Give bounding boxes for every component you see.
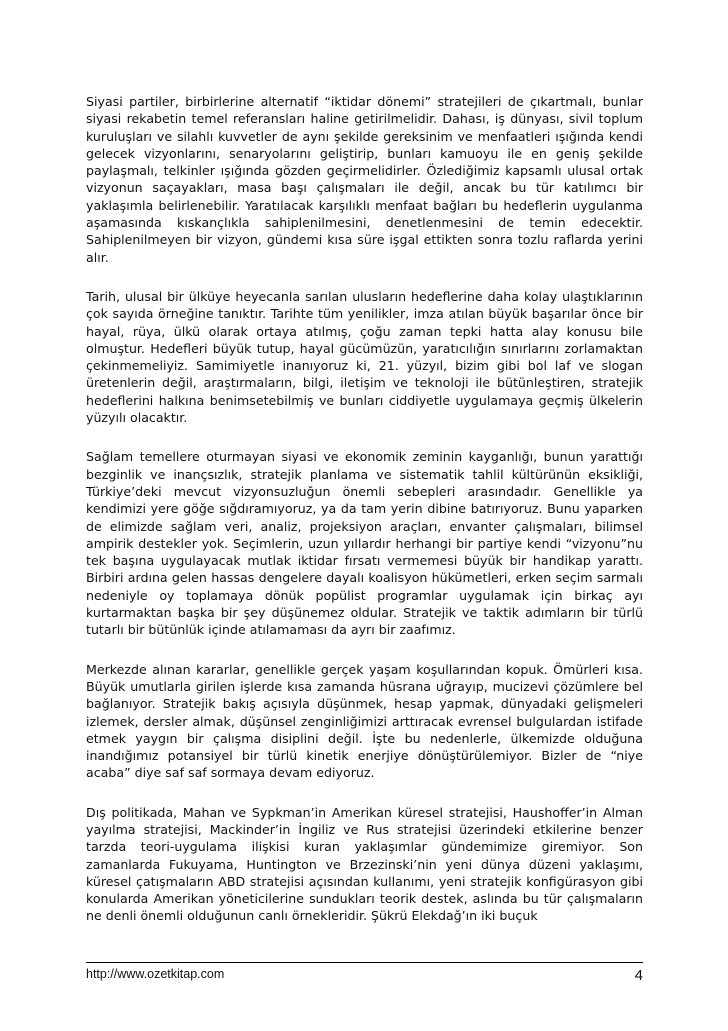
- page-number: 4: [634, 967, 643, 984]
- document-body: [86, 93, 643, 947]
- paragraph: Siyasi partiler, birbirlerine alternatif “iktidar dönemi” stratejileri de çıkartmalı, bunlar siyasi rekabetin temel referansları haline getirilmelidir. Dahası, iş dünyası, sivil toplum kuruluşları ve silahlı kuvvetler de aynı şekilde gereksinim ve menfaatleri ışığında kendi gelecek vizyonlarını, senaryolarını geliştirip, bunları kamuoyu ile en geniş şekilde paylaşmalı, telkinler ışığında gözden geçirmelidirler. Özlediğimiz kapsamlı ulusal ortak vizyonun saçayakları, masa başı çalışmaları ile değil, ancak bu tür katılımcı bir yaklaşımla belirlenebilir. Yaratılacak karşılıklı menfaat bağları bu hedeflerin uygulanma aşamasında kıskançlıkla sahiplenilmesini, denetlenmesini de temin edecektir. Sahiplenilmeyen bir vizyon, gündemi kısa süre işgal ettikten sonra tozlu raflarda yerini alır.: [86, 94, 643, 265]
- paragraph: Dış politikada, Mahan ve Sypkman’in Amerikan küresel stratejisi, Haushoffer’in Alman yayılma stratejisi, Mackinder’in İngiliz ve Rus stratejisi üzerindeki etkilerine benzer tarzda teori-uygulama ilişkisi kuran yaklaşımlar gündemimize giremiyor. Son zamanlarda Fukuyama, Huntington ve Brzezinski’nin yeni dünya düzeni yaklaşımı, küresel çatışmaların ABD stratejisi açısından kullanımı, yeni stratejik konfigürasyon gibi konularda Amerikan yöneticilerine sundukları teorik destek, aslında bu tür çalışmaların ne denli önemli olduğunun canlı örnekleridir. Şükrü Elekdağ’ın iki buçuk: [86, 804, 643, 924]
- paragraph: Merkezde alınan kararlar, genellikle gerçek yaşam koşullarından kopuk. Ömürleri kısa. Büyük umutlarla girilen işlerde kısa zamanda hüsrana uğrayıp, mucizevi çözümlere bel bağlanıyor. Stratejik bakış açısıyla düşünmek, hesap yapmak, dünyadaki gelişmeleri izlemek, dersler almak, düşünsel zenginliğimizi arttıracak evrensel bulgulardan istifade etmek yaygın bir çalışma disiplini değil. İşte bu nedenlerle, ülkemizde olduğuna inandığımız potansiyel bir türlü kinetik enerjiye dönüştürülemiyor. Bizler de “niye acaba” diye saf saf sormaya devam ediyoruz.: [86, 661, 643, 781]
- paragraph: Tarih, ulusal bir ülküye heyecanla sarılan ulusların hedeflerine daha kolay ulaştıklarının çok sayıda örneğine tanıktır. Tarihte tüm yenilikler, imza atılan büyük başarılar önce bir hayal, rüya, ülkü olarak ortaya atılmış, çoğu zaman tepki hatta alay konusu bile olmuştur. Hedefleri büyük tutup, hayal gücümüzün, yaratıcılığın sınırlarını zorlamaktan çekinmemeliyiz. Samimiyetle inanıyoruz ki, 21. yüzyıl, bizim gibi bol laf ve slogan üretenlerin değil, araştırmaların, bilgi, iletişim ve teknoloji ile bütünleştiren, stratejik hedeflerini halkına benimsetebilmiş ve bunları ciddiyetle uygulamaya geçmiş ülkelerin yüzyılı olacaktır.: [86, 288, 643, 426]
- paragraph: Sağlam temellere oturmayan siyasi ve ekonomik zeminin kayganlığı, bunun yarattığı bezginlik ve inançsızlık, stratejik planlama ve sistematik tahlil kültürünün eksikliği, Türkiye’deki mevcut vizyonsuzluğun önemli sebepleri arasındadır. Genellikle ya kendimizi yere göğe sığdıramıyoruz, ya da tam yerin dibine batırıyoruz. Bunu yaparken de elimizde sağlam veri, analiz, projeksiyon araçları, envanter çalışmaları, bilimsel ampirik destekler yok. Seçimlerin, uzun yıllardır herhangi bir partiye kendi “vizyonu”nu tek başına uygulayacak mutlak iktidar fırsatı vermemesi büyük bir handikap yarattı. Birbiri ardına gelen hassas dengelere dayalı koalisyon hükümetleri, erken seçim sarmalı nedeniyle oy toplamaya dönük popülist programlar uygulamak için birkaç ayı kurtarmaktan başka bir şey düşünemez oldular. Stratejik ve taktik adımların bir türlü tutarlı bir bütünlük içinde atılamaması da ayrı bir zaafımız.: [86, 449, 643, 638]
- footer-url: http://www.ozetkitap.com: [86, 967, 225, 981]
- footer-divider: [86, 962, 643, 963]
